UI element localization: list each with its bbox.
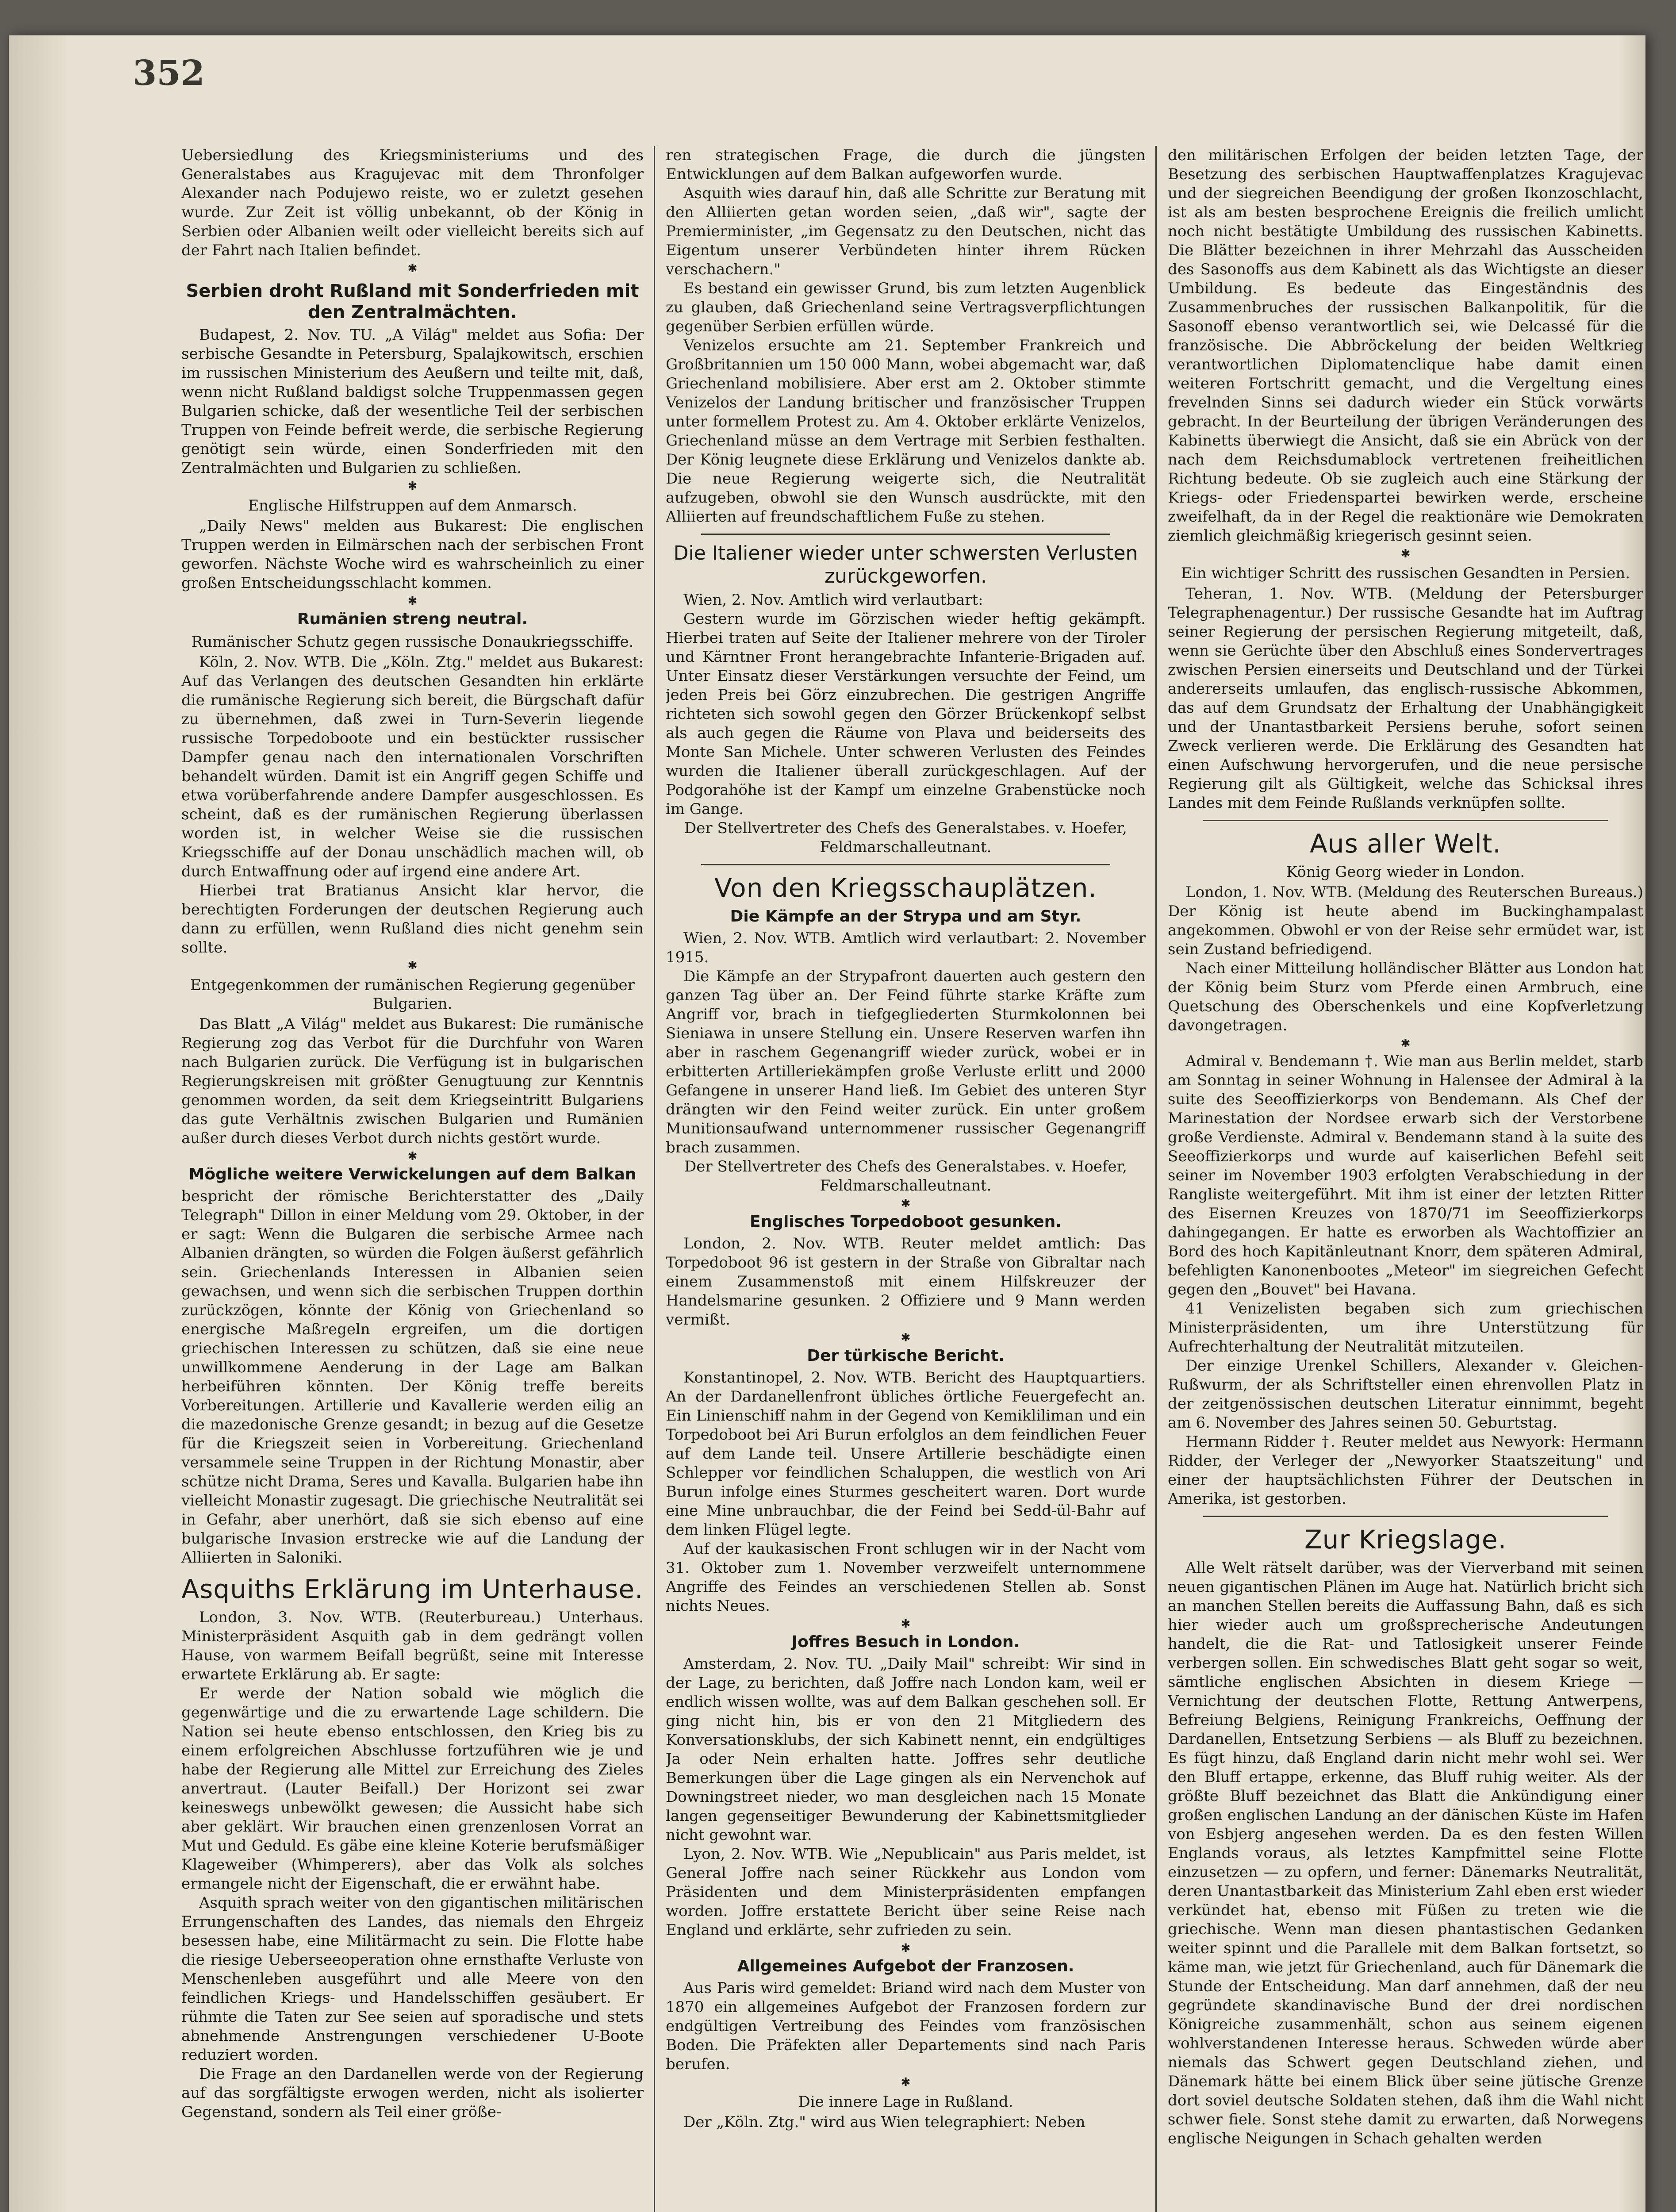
article-text: Die Frage an den Dardanellen werde von der Regierung auf das sorgfältigste erwogen werden, nicht als isolierter Gegenstand, sondern als Teil einer größe- — [181, 2065, 644, 2121]
page-number: 352 — [133, 53, 205, 93]
article-text: Köln, 2. Nov. WTB. Die „Köln. Ztg." meldet aus Bukarest: Auf das Verlangen des deutschen Gesandten hin erklärte die rumänische Regierung sich bereit, die Bürgschaft dafür zu übernehmen, daß zwei in Turn-Severin liegende russische Torpedoboote und ein bestückter russischer Dampfer genau nach den internationalen Vorschriften behandelt würden. Damit ist ein Angriff gegen Schiffe und etwa vorüberfahrende andere Dampfer ausgeschlossen. Es scheint, daß es der rumänischen Regierung überlassen worden ist, in welcher Weise sie die russischen Kriegsschiffe auf der Donau unschädlich machen will, ob durch Entwaffnung oder auf irgend eine andere Art. — [181, 653, 644, 880]
article-text: London, 2. Nov. WTB. Reuter meldet amtlich: Das Torpedoboot 96 ist gestern in der Straße von Gibraltar nach einem Zusammenstoß mit einem Hilfskreuzer der Handelsmarine gesunken. 2 Offiziere und 9 Mann werden vermißt. — [666, 1235, 1146, 1329]
section-divider — [1203, 1516, 1608, 1517]
separator-star: ✱ — [901, 1942, 911, 1955]
subheadline-rumaenien: Rumänischer Schutz gegen russische Donaukriegsschiffe. — [191, 633, 634, 651]
article-text: Wien, 2. Nov. Amtlich wird verlautbart: — [683, 591, 983, 609]
column-3 — [1168, 146, 1643, 2212]
headline-kriegsschauplaetze: Von den Kriegsschauplätzen. — [714, 873, 1097, 903]
article-text: Asquith sprach weiter von den gigantischen militärischen Errungenschaften des Landes, das niemals den Ehrgeiz besessen habe, eine Militärmacht zu sein. Die Flotte habe die riesige Ueberseeoperation ohne ernsthafte Verluste von Menschenleben ausgeführt und alle Meere von den feindlichen Kriegs- und Handelsschiffen gesäubert. Er rühmte die Taten zur See seien auf sporadische und stets abnehmende Anstrengungen verschiedener U-Boote reduziert worden. — [181, 1894, 644, 2064]
article-text: Admiral v. Bendemann †. Wie man aus Berlin meldet, starb am Sonntag in seiner Wohnung in Halensee der Admiral à la suite des Seeoffizierkorps von Bendemann. Als Chef der Marinestation der Nordsee erwarb sich der Verstorbene große Verdienste. Admiral v. Bendemann stand à la suite des Seeoffizierkorps und wurde auf kaiserlichen Befehl seit seiner im November 1903 erfolgten Verabschiedung in der Rangliste weitergeführt. Mit ihm ist einer der letzten Ritter des Eisernen Kreuzes von 1870/71 im Seeoffizierkorps dahingegangen. Er hatte es erworben als Wachtoffizier an Bord des hoch Kapitänleutnant Knorr, dem späteren Admiral, befehligten Kanonenbootes „Meteor" im siegreichen Gefecht gegen den „Bouvet" bei Havana. — [1168, 1052, 1643, 1298]
section-divider — [701, 864, 1110, 865]
article-text: Das Blatt „A Világ" meldet aus Bukarest: Die rumänische Regierung zog das Verbot für die Durchfuhr von Waren nach Bulgarien zurück. Die Verfügung ist in bulgarischen Regierungskreisen mit größter Genugtuung zur Kenntnis genommen worden, da seit dem Kriegseintritt Bulgariens das gute Verhältnis zwischen Bulgarien und Rumänien außer durch dieses Verbot durch nichts gestört wurde. — [181, 1015, 644, 1147]
article-text: Lyon, 2. Nov. WTB. Wie „Nepublicain" aus Paris meldet, ist General Joffre nach seiner Rückkehr aus London vom Präsidenten und dem Ministerpräsidenten empfangen worden. Joffre erstattete Bericht über seine Reise nach England und erklärte, sehr zufrieden zu sein. — [666, 1845, 1146, 1939]
section-divider — [1203, 820, 1608, 821]
headline-aus-aller-welt: Aus aller Welt. — [1310, 829, 1501, 859]
article-text: London, 3. Nov. WTB. (Reuterbureau.) Unterhaus. Ministerpräsident Asquith gab in dem gedrängt vollen Hause, von warmem Beifall begrüßt, seine mit Interesse erwartete Erklärung ab. Er sagte: — [181, 1609, 644, 1683]
article-text: Auf der kaukasischen Front schlugen wir in der Nacht vom 31. Oktober zum 1. November verzweifelt unternommene Angriffe des Feindes an verschiedenen Stellen ab. Sonst nichts Neues. — [666, 1540, 1146, 1615]
signature: Der Stellvertreter des Chefs des Generalstabes. v. Hoefer, Feldmarschalleutnant. — [684, 1158, 1127, 1194]
article-text: den militärischen Erfolgen der beiden letzten Tage, der Besetzung des serbischen Hauptwaffenplatzes Kragujevac und der siegreichen Beendigung der großen Ikonzoschlacht, ist als am besten besprochene Ereignis die freilich umlicht noch nicht bestätigte Umbildung des russischen Kabinetts. Die Blätter bezeichnen in ihrer Mehrzahl das Ausscheiden des Sasonoffs aus dem Kabinett als das Wichtigste an dieser Umbildung. Es bedeute das Eingeständnis des Zusammenbruches der russischen Balkanpolitik, für die Sasonoff ebenso verantwortlich sei, wie Delcassé für die französische. Die Abbröckelung der beiden Weltkrieg verantwortlichen Diplomatenclique habe damit einen weiteren Fortschritt gemacht, und die Vergeltung eines frevelnden Sinns sei dadurch wieder ein Stück vorwärts gebracht. In der Beurteilung der übrigen Veränderungen des Kabinetts überwiegt die Ansicht, daß sie ein Abrück von der nach dem Reichsdumablock vertretenen freiheitlichen Richtung bedeute. Ob sie zugleich auch eine Stärkung der Kriegs- oder Friedenspartei bewirken werde, erscheine zweifelhaft, da in der Regel die reaktionäre wie Demokraten ziemlich gleichmäßig kriegerisch gesinnt seien. — [1168, 146, 1643, 545]
article-text: Asquith wies darauf hin, daß alle Schritte zur Beratung mit den Alliierten getan worden seien, „daß wir", sagte der Premierminister, „im Gegensatz zu den Deutschen, nicht das Eigentum unserer Verbündeten hinter ihrem Rücken verschachern." — [666, 184, 1146, 278]
headline-tuerkisch: Der türkische Bericht. — [807, 1347, 1005, 1365]
headline-koenig-georg: König Georg wieder in London. — [1286, 863, 1525, 881]
article-text: Alle Welt rätselt darüber, was der Vierverband mit seinen neuen gigantischen Plänen im Auge hat. Natürlich bricht sich an manchen Stellen bereits die Auffassung Bahn, daß es sich hier wieder auch um großsprecherische Andeutungen handelt, die die Rat- und Tatlosigkeit unserer Feinde verbergen sollen. Ein schwedisches Blatt geht sogar so weit, sämtliche englischen Absichten in diesem Kriege — Vernichtung der deutschen Flotte, Rettung Antwerpens, Befreiung Belgiens, Reinigung Frankreichs, Oeffnung der Dardanellen, Entsetzung Serbiens — als Bluff zu bezeichnen. Es fügt hinzu, daß England darin nicht mehr wohl sei. Wer den Bluff ertappe, erkenne, das Bluff ruhig weiter. Als der größte Bluff bezeichnet das Blatt die Ankündigung einer großen englischen Landung an der dänischen Küste im Hafen von Esbjerg angesehen werden. Da es den festen Willen Englands voraus, als letztes Kampfmittel seine Flotte einzusetzen — zu opfern, und ferner: Dänemarks Neutralität, deren Unantastbarkeit das Ministerium Zahl eben erst wieder verkündet hat, ebenso mit Füßen zu treten wie die griechische. Wenn man diesen phantastischen Gedanken weiter spinnt und die Parallele mit dem Balkan fortsetzt, so käme man, wie jetzt für Griechenland, auch für Dänemark die Stunde der Entscheidung. Man darf annehmen, daß der neu gegründete skandinavische Bund der drei nordischen Königreiche zusammenhält, schon aus seinem eigenen wohlverstandenen Interesse heraus. Schweden würde aber niemals das Schwert gegen Deutschland ziehen, und Dänemark hätte bei einem Blick über seine jütische Grenze dort soviel deutsche Soldaten stehen, daß ihm die Wahl nicht schwer fiele. Sonst stehe damit zu erwarten, daß Norwegens englische Neigungen in Schach gehalten werden — [1168, 1559, 1643, 2147]
separator-star: ✱ — [407, 480, 418, 493]
headline-asquith: Asquiths Erklärung im Unterhause. — [181, 1574, 644, 1604]
page-binding-edge — [9, 35, 71, 2212]
separator-star: ✱ — [407, 262, 418, 275]
section-divider — [701, 534, 1110, 535]
separator-star: ✱ — [1400, 547, 1411, 561]
headline-verwickelungen: Mögliche weitere Verwickelungen auf dem Balkan — [188, 1165, 637, 1183]
headline-innere-lage: Die innere Lage in Rußland. — [798, 2093, 1013, 2111]
column-rule-2 — [1155, 146, 1157, 2212]
article-text: Gestern wurde im Görzischen wieder heftig gekämpft. Hierbei traten auf Seite der Italiener mehrere von der Tiroler und Kärntner Front herangebrachte Infanterie-Brigaden auf. Unter Einsatz dieser Verstärkungen versuchte der Feind, um jeden Preis bei Görz einzubrechen. Die gestrigen Angriffe richteten sich sowohl gegen den Görzer Brückenkopf selbst als auch gegen die Räume von Plava und beiderseits des Monte San Michele. Unter schweren Verlusten des Feindes wurden die Italiener überall zurückgeschlagen. Auf der Podgorahöhe ist der Kampf um einzelne Grabenstücke noch im Gange. — [666, 610, 1146, 818]
article-text: „Daily News" melden aus Bukarest: Die englischen Truppen werden in Eilmärschen nach der serbischen Front geworfen. Nächste Woche wird es wahrscheinlich zu einer großen Entscheidungsschlacht kommen. — [181, 517, 644, 592]
article-text: ren strategischen Frage, die durch die jüngsten Entwicklungen auf dem Balkan aufgeworfen wurde. — [666, 146, 1146, 183]
article-text: Teheran, 1. Nov. WTB. (Meldung der Petersburger Telegraphenagentur.) Der russische Gesandte hat im Auftrag seiner Regierung der persischen Regierung mitgeteilt, daß, wenn sie Gerüchte über den Abschluß eines Sondervertrages zwischen Persien einerseits und Deutschland und der Türkei andererseits umlaufen, das englisch-russische Abkommen, das auf dem Grundsatz der Erhaltung der Unabhängigkeit und der Unantastbarkeit Persiens beruhe, sofort seinen Zweck verlieren werde. Die Erklärung des Gesandten hat einen Aufschwung hervorgerufen, und die neue persische Regierung gilt als Gültigkeit, welche das Schicksal ihres Landes mit dem Feinde Rußlands verknüpfen sollte. — [1168, 585, 1643, 812]
separator-star: ✱ — [407, 595, 418, 608]
column-rule-1 — [654, 146, 655, 2212]
headline-joffre: Joffres Besuch in London. — [791, 1633, 1020, 1651]
article-text: Hermann Ridder †. Reuter meldet aus Newyork: Hermann Ridder, der Verleger der „Newyorker Staatszeitung" und einer der hauptsächlichsten Führer der Deutschen in Amerika, ist gestorben. — [1168, 1433, 1643, 1508]
article-text: London, 1. Nov. WTB. (Meldung des Reuterschen Bureaus.) Der König ist heute abend im Buckinghampalast angekommen. Obwohl er von der Reise sehr ermüdet war, ist sein Zustand befriedigend. — [1168, 883, 1643, 958]
headline-hilfstruppen: Englische Hilfstruppen auf dem Anmarsch. — [248, 497, 577, 515]
article-text: Der einzige Urenkel Schillers, Alexander v. Gleichen-Rußwurm, der als Schriftsteller einen ehrenvollen Platz in der zeitgenössischen deutschen Literatur einnimmt, begeht am 6. November des Jahres seinen 50. Geburtstag. — [1168, 1357, 1643, 1432]
separator-star: ✱ — [901, 1197, 911, 1210]
article-text: Konstantinopel, 2. Nov. WTB. Bericht des Hauptquartiers. An der Dardanellenfront übliches örtliche Feuergefecht an. Ein Linienschiff nahm in der Gegend von Kemikliliman und ein Torpedoboot bei Ari Burun erfolglos an dem feindlichen Feuer auf dem Lande teil. Unsere Artillerie beschädigte einen Schlepper vor feindlichen Schaluppen, die westlich von Ari Burun infolge eines Sturmes gescheitert waren. Dort wurde eine Mine unbrauchbar, die der Feind bei Sedd-ül-Bahr auf dem linken Flügel legte. — [666, 1369, 1146, 1539]
headline-torpedoboot: Englisches Torpedoboot gesunken. — [750, 1213, 1062, 1231]
headline-persien: Ein wichtiger Schritt des russischen Gesandten in Persien. — [1181, 565, 1630, 582]
article-text: Die Kämpfe an der Strypafront dauerten auch gestern den ganzen Tag über an. Der Feind führte starke Kräfte zum Angriff vor, brach in tiefgegliederten Sturmkolonnen bei Sieniawa in unsere Stellung ein. Unsere Reserven warfen ihn aber in raschem Gegenangriff wieder zurück, wobei er in erbitterten Artilleriekämpfen große Verluste erlitt und 2000 Gefangene in unserer Hand ließ. Im Gebiet des unteren Styr drängten wir den Feind weiter zurück. Ein unter großem Munitionsaufwand unternommener russischer Gegenangriff brach zusammen. — [666, 968, 1146, 1156]
separator-star: ✱ — [901, 1617, 911, 1631]
headline-serbien: Serbien droht Rußland mit Sonderfrieden mit den Zentralmächten. — [186, 281, 639, 323]
headline-italiener: Die Italiener wieder unter schwersten Verlusten zurückgeworfen. — [673, 542, 1138, 588]
headline-rumaenien: Rumänien streng neutral. — [297, 610, 528, 628]
article-text: Budapest, 2. Nov. TU. „A Világ" meldet aus Sofia: Der serbische Gesandte in Petersburg, Spalajkowitsch, erschien im russischen Ministerium des Aeußern und teilte mit, daß, wenn nicht Rußland baldigst solche Truppenmassen gegen Bulgarien schicke, daß der wesentliche Teil der serbischen Truppen von Feinde befreit werde, die serbische Regierung genötigt sein würde, einen Sonderfrieden mit den Zentralmächten und Bulgarien zu schließen. — [181, 326, 644, 477]
separator-star: ✱ — [901, 1331, 911, 1344]
article-text: Nach einer Mitteilung holländischer Blätter aus London hat der König beim Sturz vom Pferde einen Armbruch, eine Quetschung des Oberschenkels und eine Kopfverletzung davongetragen. — [1168, 960, 1643, 1034]
article-text: Uebersiedlung des Kriegsministeriums und des Generalstabes aus Kragujevac mit dem Thronfolger Alexander nach Podujewo reiste, wo er zuletzt gesehen wurde. Zur Zeit ist völlig unbekannt, ob der König in Serbien oder Albanien weilt oder vielleicht bereits sich auf der Fahrt nach Italien befindet. — [181, 146, 644, 259]
article-text: Aus Paris wird gemeldet: Briand wird nach dem Muster von 1870 ein allgemeines Aufgebot der Franzosen fordern zur endgültigen Vertreibung des Feindes vom französischen Boden. Die Präfekten aller Departements sind nach Paris berufen. — [666, 1979, 1146, 2073]
headline-strypa: Die Kämpfe an der Strypa und am Styr. — [730, 907, 1082, 926]
article-text: Venizelos ersuchte am 21. September Frankreich und Großbritannien um 150 000 Mann, wobei abgemacht war, daß Griechenland mobilisiere. Aber erst am 2. Oktober stimmte Venizelos der Landung britischer und französischer Truppen unter formellem Protest zu. Am 4. Oktober erklärte Venizelos, Griechenland müsse an dem Vertrage mit Serbien festhalten. Der König leugnete diese Erklärung und Venizelos dankte ab. Die neue Regierung weigerte sich, die Neutralität aufzugeben, obwohl sie den Wunsch ausdrückte, mit den Alliierten auf freundschaftlichem Fuße zu stehen. — [666, 337, 1146, 526]
headline-entgegenkommen: Entgegenkommen der rumänischen Regierung gegenüber Bulgarien. — [190, 976, 635, 1013]
column-2 — [666, 146, 1146, 2212]
headline-aufgebot: Allgemeines Aufgebot der Franzosen. — [737, 1957, 1074, 1975]
article-text: Der „Köln. Ztg." wird aus Wien telegraphiert: Neben — [683, 2113, 1085, 2131]
separator-star: ✱ — [901, 2076, 911, 2089]
article-text: Es bestand ein gewisser Grund, bis zum letzten Augenblick zu glauben, daß Griechenland seine Vertragsverpflichtungen gegenüber Serbien erfüllen würde. — [666, 280, 1146, 335]
headline-kriegslage: Zur Kriegslage. — [1304, 1525, 1507, 1555]
separator-star: ✱ — [407, 959, 418, 972]
article-text: Wien, 2. Nov. WTB. Amtlich wird verlautbart: 2. November 1915. — [666, 929, 1146, 966]
article-text: Er werde der Nation sobald wie möglich die gegenwärtige und die zu erwartende Lage schildern. Die Nation sei heute ebenso entschlossen, den Krieg bis zu einem erfolgreichen Abschlusse fortzuführen wie je und habe der Regierung alle Mittel zur Erreichung des Zieles anvertraut. (Lauter Beifall.) Der Horizont sei zwar keineswegs unbewölkt gewesen; die Aussicht habe sich aber geklärt. Wir brauchen einen grenzenlosen Vorrat an Mut und Geduld. Es gäbe eine kleine Koterie berufsmäßiger Klageweiber (Whimperers), aber das Volk als solches ermangele nicht der Eigenschaft, die er erwähnt habe. — [181, 1685, 644, 1893]
article-text: Amsterdam, 2. Nov. TU. „Daily Mail" schreibt: Wir sind in der Lage, zu berichten, daß Joffre nach London kam, weil er endlich wissen wollte, was auf dem Balkan geschehen soll. Er ging nicht hin, bis er von den 21 Mitgliedern des Konversationsklubs, der sich Kabinett nennt, ein endgültiges Ja oder Nein erhalten hatte. Joffres sehr deutliche Bemerkungen über die Lage gingen als ein Nervenchok auf Downingstreet nieder, wo man desgleichen nach 15 Monate langen gegenseitiger Bewunderung der Kabinettsmitglieder nicht gewohnt war. — [666, 1655, 1146, 1844]
separator-star: ✱ — [407, 1150, 418, 1163]
signature: Der Stellvertreter des Chefs des Generalstabes. v. Hoefer, Feldmarschalleutnant. — [684, 819, 1127, 856]
column-1 — [181, 146, 644, 2212]
article-text: 41 Venizelisten begaben sich zum griechischen Ministerpräsidenten, um ihre Unterstützung für Aufrechterhaltung der Neutralität mitzuteilen. — [1168, 1300, 1643, 1356]
article-text: Hierbei trat Bratianus Ansicht klar hervor, die berechtigten Forderungen der deutschen Regierung auch dann zu erfüllen, wenn Rußland dies nicht genehm sein sollte. — [181, 882, 644, 956]
article-text: bespricht der römische Berichterstatter des „Daily Telegraph" Dillon in einer Meldung vom 29. Oktober, in der er sagt: Wenn die Bulgaren die serbische Armee nach Albanien drängten, so würden die Folgen äußerst gefährlich sein. Griechenlands Interessen in Albanien seien gewachsen, und wenn sich die serbischen Truppen dorthin zurückzögen, könnte der König von Griechenland so energische Maßregeln ergreifen, um die dortigen griechischen Interessen zu schützen, daß sie eine neue unwillkommene Aenderung in der Lage am Balkan herbeiführen könnten. Der König treffe bereits Vorbereitungen. Artillerie und Kavallerie werden eilig an die mazedonische Grenze gesandt; in bezug auf die Gesetze für die Kriegszeit seien in Vorbereitung. Griechenland versammele seine Truppen in der Richtung Monastir, aber schütze nicht Drama, Seres und Kavalla. Bulgarien habe ihn vielleicht Monastir zugesagt. Die griechische Neutralität sei in Gefahr, aber unerhört, daß sie sich ebenso auf eine bulgarische Invasion erstrecke wie auf die Landung der Alliierten in Saloniki. — [181, 1187, 644, 1567]
separator-star: ✱ — [1400, 1037, 1411, 1050]
